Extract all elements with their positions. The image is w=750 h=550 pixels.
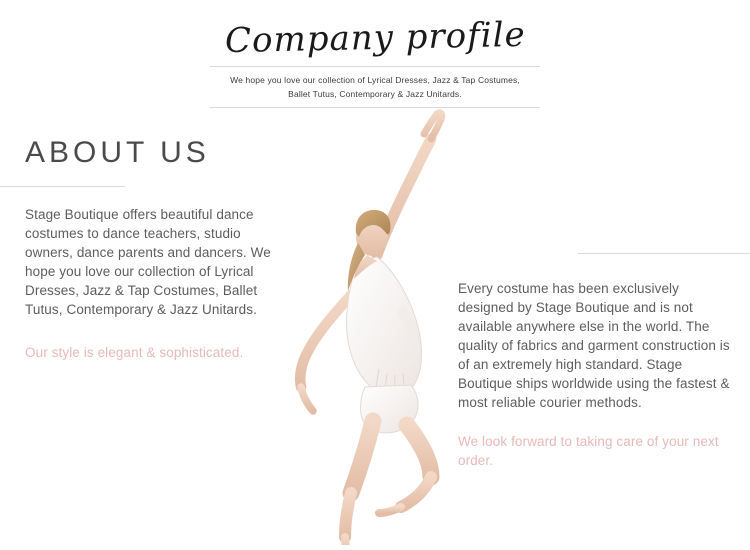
header-rule-top <box>210 66 540 67</box>
divider-line <box>210 66 540 67</box>
about-left-column <box>25 205 287 362</box>
right-column-rule <box>578 253 750 254</box>
about-underline-rule <box>0 186 125 187</box>
dancer-photo <box>255 105 485 545</box>
dancer-illustration-svg <box>255 105 485 545</box>
about-tagline: Our style is elegant & sophisticated. <box>25 345 244 360</box>
header-subtitle-line-2: Ballet Tutus, Contemporary & Jazz Unitards. <box>288 89 462 99</box>
right-paragraph: Every costume has been exclusively designed by Stage Boutique and is not available anywhere else in the world. The quality of fabrics and garment construction is of an extremely high standard. Stage Boutique ships worldwide using the fastest & most reliable courier methods. <box>458 281 730 410</box>
right-closing-text: We look forward to taking care of your next order. <box>458 434 719 468</box>
about-paragraph: Stage Boutique offers beautiful dance costumes to dance teachers, studio owners, dance parents and dancers. We hope you love our collection of Lyrical Dresses, Jazz & Tap Costumes, Ballet Tutus, Contemporary & Jazz Unitards. <box>25 207 271 317</box>
header-subtitle <box>165 73 585 101</box>
page-header <box>0 0 750 108</box>
header-subtitle-line-1: We hope you love our collection of Lyrical Dresses, Jazz & Tap Costumes, <box>230 75 520 85</box>
page-title: Company profile <box>224 14 526 62</box>
about-us-heading: ABOUT US <box>25 136 210 169</box>
about-right-column <box>458 279 730 470</box>
